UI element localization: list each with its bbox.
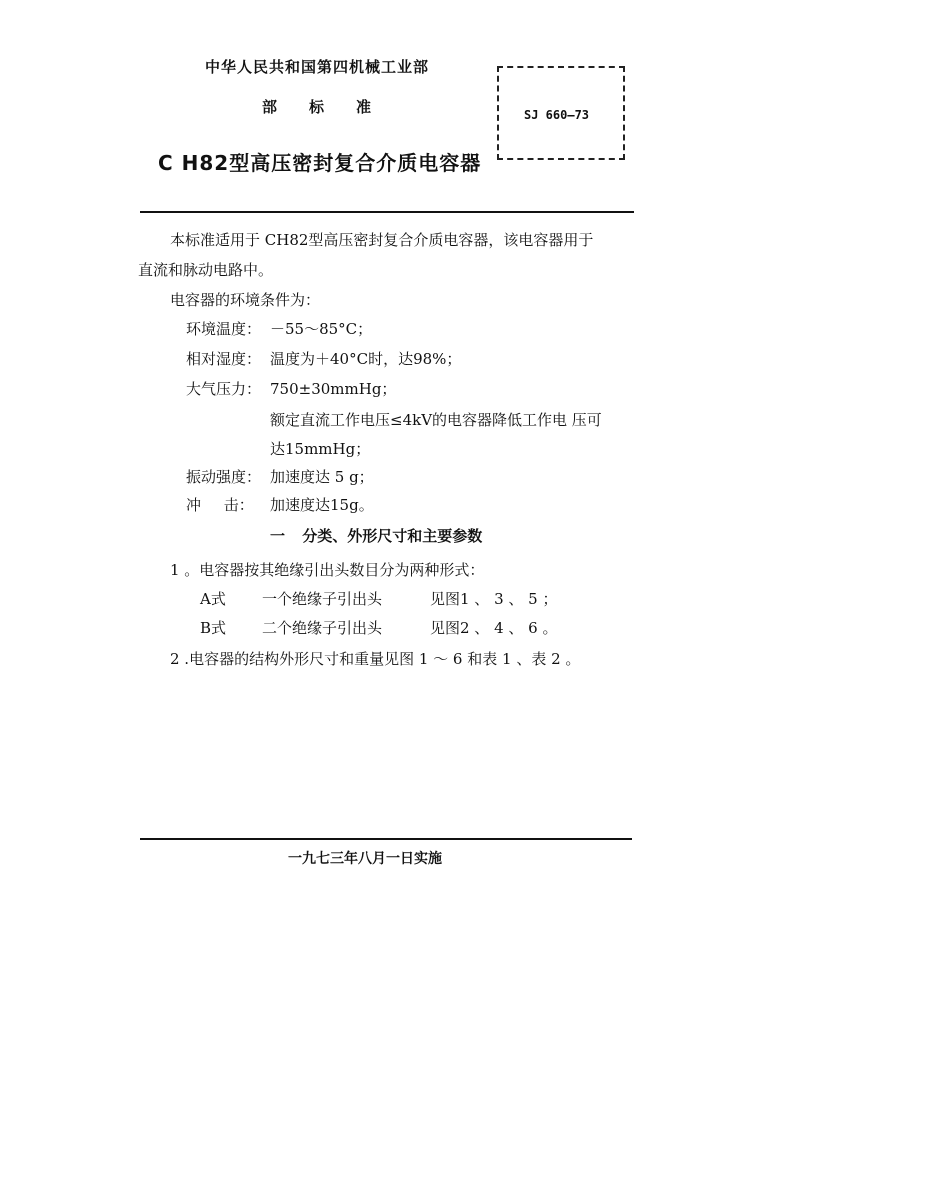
- env-pressure-note-1: 额定直流工作电压≤4kV的电容器降低工作电 压可: [270, 411, 602, 429]
- ministry-name: 中华人民共和国第四机械工业部: [205, 58, 430, 76]
- item-2: 2 .电容器的结构外形尺寸和重量见图 1 ～ 6 和表 1 、表 2 。: [170, 650, 581, 668]
- intro-line-2: 直流和脉动电路中。: [138, 261, 274, 279]
- env-temp-label: 环境温度：: [186, 320, 262, 338]
- env-pressure-value: 750±30mmHg；: [270, 380, 397, 398]
- standard-code: SJ 660—73: [524, 108, 590, 122]
- env-temp-value: －55～85°C；: [270, 320, 373, 338]
- type-b-desc: 二个绝缘子引出头: [262, 619, 383, 637]
- env-vibration-label: 振动强度：: [186, 468, 262, 486]
- type-a-ref: 见图1 、 3 、 5 ；: [430, 590, 558, 608]
- env-humidity-label: 相对湿度：: [186, 350, 262, 368]
- type-a-desc: 一个绝缘子引出头: [262, 590, 383, 608]
- document-title: C H82型高压密封复合介质电容器: [158, 151, 482, 175]
- top-divider: [140, 211, 634, 213]
- bottom-divider: [140, 838, 632, 840]
- standard-char-2: 标: [309, 98, 325, 116]
- env-shock-label: 冲 击：: [186, 496, 254, 514]
- env-shock-value: 加速度达15g。: [270, 496, 374, 514]
- env-vibration-value: 加速度达 5 g；: [270, 468, 374, 486]
- effective-date: 一九七三年八月一日实施: [288, 851, 442, 867]
- section-heading: 一 分类、外形尺寸和主要参数: [270, 527, 483, 545]
- type-b-name: B式: [200, 619, 227, 637]
- type-a-name: A式: [200, 590, 226, 608]
- standard-label: [262, 96, 403, 117]
- standard-char-1: 部: [262, 98, 278, 116]
- env-heading: 电容器的环境条件为：: [170, 291, 321, 309]
- standard-char-3: 准: [356, 98, 372, 116]
- env-humidity-value: 温度为＋40°C时，达98%；: [270, 350, 462, 368]
- intro-line-1: 本标准适用于 CH82型高压密封复合介质电容器，该电容器用于: [170, 231, 594, 249]
- type-b-ref: 见图2 、 4 、 6 。: [430, 619, 558, 637]
- env-pressure-label: 大气压力：: [186, 380, 262, 398]
- item-1: 1 。电容器按其绝缘引出头数目分为两种形式：: [170, 561, 485, 579]
- env-pressure-note-2: 达15mmHg；: [270, 440, 371, 458]
